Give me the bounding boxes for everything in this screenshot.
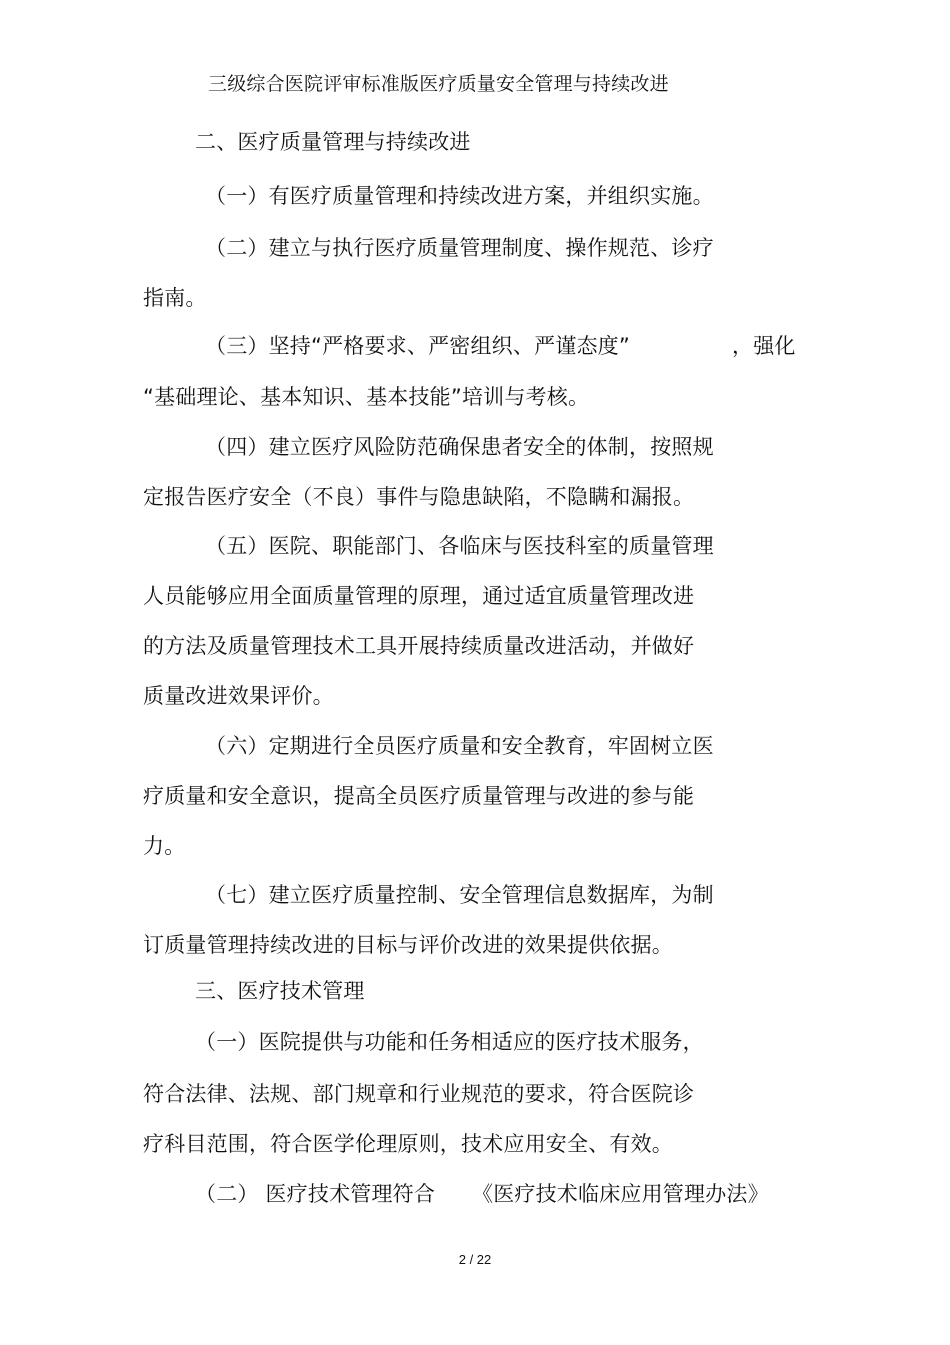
paragraph-line: （七）建立医疗质量控制、安全管理信息数据库，为制	[205, 883, 714, 907]
paragraph-line: 定报告医疗安全（不良）事件与隐患缺陷，不隐瞒和漏报。	[143, 485, 695, 509]
paragraph-line: “基础理论、基本知识、基本技能”培训与考核。	[143, 385, 590, 409]
section-heading: 二、医疗质量管理与持续改进	[195, 130, 471, 154]
paragraph-line: （五）医院、职能部门、各临床与医技科室的质量管理	[205, 534, 714, 558]
paragraph-line: 疗科目范围，符合医学伦理原则，技术应用安全、有效。	[143, 1132, 673, 1156]
paragraph-line: 力。	[143, 834, 186, 858]
paragraph-line: 《医疗技术临床应用管理办法》	[472, 1182, 769, 1206]
paragraph-line: （一）有医疗质量管理和持续改进方案，并组织实施。	[205, 184, 714, 208]
paragraph-line: 人员能够应用全面质量管理的原理，通过适宜质量管理改进	[143, 584, 695, 608]
document-header: 三级综合医院评审标准版医疗质量安全管理与持续改进	[208, 73, 669, 95]
paragraph-line: 的方法及质量管理技术工具开展持续质量改进活动，并做好	[143, 634, 695, 658]
paragraph-line: 符合法律、法规、部门规章和行业规范的要求，符合医院诊	[143, 1082, 695, 1106]
paragraph-line: 质量改进效果评价。	[143, 684, 334, 708]
paragraph-line: （一）医院提供与功能和任务相适应的医疗技术服务，	[195, 1030, 704, 1054]
paragraph-line: （三）坚持“严格要求、严密组织、严谨态度”	[205, 334, 630, 358]
paragraph-line: 指南。	[143, 286, 207, 310]
paragraph-line: 疗质量和安全意识，提高全员医疗质量管理与改进的参与能	[143, 784, 695, 808]
paragraph-line: （二）建立与执行医疗质量管理制度、操作规范、诊疗	[205, 236, 714, 260]
paragraph-line: （二） 医疗技术管理符合	[195, 1182, 436, 1206]
paragraph-line: （六）定期进行全员医疗质量和安全教育，牢固树立医	[205, 734, 714, 758]
page-number: 2 / 22	[458, 1252, 492, 1267]
paragraph-line: （四）建立医疗风险防范确保患者安全的体制，按照规	[205, 435, 714, 459]
paragraph-line: ，强化	[732, 334, 796, 358]
section-heading: 三、医疗技术管理	[195, 979, 365, 1003]
paragraph-line: 订质量管理持续改进的目标与评价改进的效果提供依据。	[143, 933, 673, 957]
